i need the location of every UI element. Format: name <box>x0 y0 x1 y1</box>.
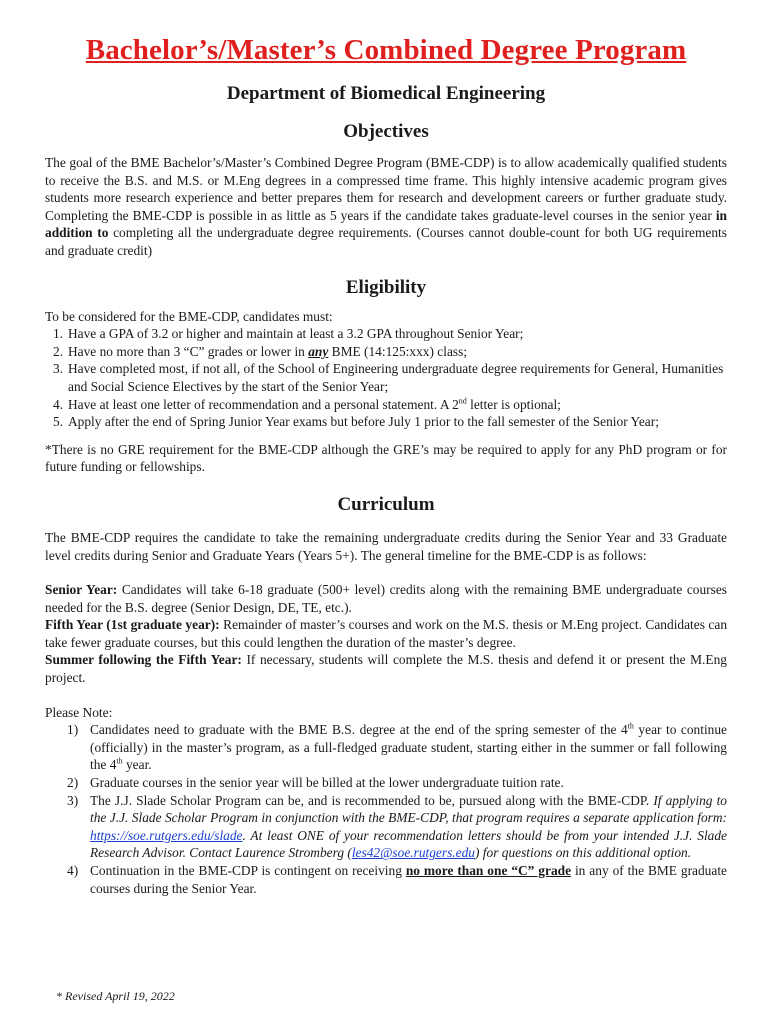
fifth-year-label: Fifth Year (1st graduate year): <box>45 617 220 633</box>
note-italic-text: ) for questions on this additional option. <box>474 845 692 861</box>
list-number: 4) <box>67 863 79 878</box>
objectives-paragraph <box>45 154 727 260</box>
list-item <box>45 325 727 343</box>
list-item-text: Have no more than 3 “C” grades or lower in <box>68 343 309 359</box>
objectives-emphasis: in addition to <box>45 207 727 241</box>
list-item-emphasis: any <box>308 343 329 359</box>
department-heading: Department of Biomedical Engineering <box>226 83 546 104</box>
senior-year-text: Candidates will take 6-18 graduate (500+ level) credits along with the remaining BME undergraduate courses needed for the B.S. degree (Senior Design, DE, TE, etc.). <box>45 582 727 615</box>
objectives-text-a: The goal of the BME Bachelor’s/Master’s Combined Degree Program (BME-CDP) is to allow academically qualified students to receive the B.S. and M.S. or M.Eng degrees in a compressed time frame. This highly intensive academic program gives students more research experience and better prepares them for research and development careers or further graduate study. Completing the BME-CDP is possible in as little as 5 years if the candidate takes graduate-level courses in the senior year <box>45 155 727 223</box>
notes-heading: Please Note: <box>45 704 113 720</box>
note-text: Continuation in the BME-CDP is contingent on receiving <box>90 863 406 878</box>
list-item-text: Have at least one letter of recommendation and a personal statement. A 2 <box>68 396 459 412</box>
list-item-text: letter is optional; <box>466 396 561 412</box>
list-item <box>45 721 727 774</box>
note-text: year. <box>122 757 152 773</box>
objectives-text-b: completing all the undergraduate degree requirements. (Courses cannot double-count for both UG requirements and graduate credit) <box>45 225 727 258</box>
note-italic-text: If applying to the J.J. Slade Scholar Program in conjunction with the BME-CDP, that program requires a separate application form: <box>90 792 727 826</box>
summer-label: Summer following the Fifth Year: <box>45 652 242 668</box>
list-number: 1) <box>67 722 79 738</box>
list-number: 5. <box>53 414 64 430</box>
list-number: 3) <box>67 792 79 808</box>
list-item <box>45 413 727 431</box>
note-text: Candidates need to graduate with the BME B.S. degree at the end of the spring semester of the 4 <box>90 722 628 738</box>
fifth-year-entry <box>45 616 727 651</box>
eligibility-intro: To be considered for the BME-CDP, candidates must: <box>45 308 333 324</box>
superscript: th <box>627 721 634 731</box>
summer-entry <box>45 651 727 686</box>
list-number: 4. <box>53 396 64 412</box>
fifth-year-text: Remainder of master’s courses and work on the M.S. thesis or M.Eng project. Candidates can take fewer graduate courses, but this could lengthen the duration of the master’s degree. <box>45 617 728 650</box>
list-item-text: Have completed most, if not all, of the School of Engineering undergraduate degree requirements for General, Humanities and Social Science Electives by the start of the Senior Year; <box>68 361 724 394</box>
list-number: 3. <box>53 361 64 377</box>
curriculum-intro: The BME-CDP requires the candidate to take the remaining undergraduate credits during the Senior Year and 33 Graduate level credits during Senior and Graduate Years (Years 5+). The general timeline for the BME-CDP is as follows: <box>45 529 727 563</box>
eligibility-heading: Eligibility <box>345 276 427 298</box>
gre-note: *There is no GRE requirement for the BME-CDP although the GRE’s may be required to apply for any PhD program or for future funding or fellowships. <box>45 441 727 475</box>
list-item-text: Have a GPA of 3.2 or higher and maintain at least a 3.2 GPA throughout Senior Year; <box>68 326 524 342</box>
note-italic-text: . At least ONE of your recommendation letters should be from your intended J.J. Slade Research Advisor. Contact Laurence Stromberg ( <box>90 827 727 861</box>
superscript: nd <box>458 396 467 406</box>
curriculum-heading: Curriculum <box>337 493 435 515</box>
note-text: year to continue (officially) in the master’s program, as a full-fledged graduate student, starting either in the summer or fall following the 4 <box>90 722 727 773</box>
list-item <box>45 396 727 414</box>
list-number: 2) <box>67 775 79 791</box>
list-item <box>45 774 727 792</box>
contact-email-link[interactable]: les42@soe.rutgers.edu <box>351 845 475 861</box>
list-item-text: BME (14:125:xxx) class; <box>328 343 468 359</box>
note-emphasis: no more than one “C” grade <box>405 863 572 878</box>
page-title: Bachelor’s/Master’s Combined Degree Program <box>85 34 687 66</box>
revision-footer: * Revised April 19, 2022 <box>56 989 175 1003</box>
list-number: 2. <box>53 343 64 359</box>
slade-program-link[interactable]: https://soe.rutgers.edu/slade <box>90 827 243 843</box>
eligibility-list <box>45 325 727 431</box>
list-item <box>45 360 727 395</box>
note-text: in any of the BME graduate courses during the Senior Year. <box>90 863 727 896</box>
list-number: 1. <box>53 326 64 342</box>
list-item <box>45 343 727 361</box>
notes-list <box>45 721 727 897</box>
summer-text: If necessary, students will complete the M.S. thesis and defend it or present the M.Eng project. <box>45 652 727 686</box>
note-text: The J.J. Slade Scholar Program can be, and is recommended to be, pursued along with the BME-CDP. <box>90 792 654 808</box>
list-item <box>45 792 727 862</box>
list-item-text: Apply after the end of Spring Junior Year exams but before July 1 prior to the fall semester of the Senior Year; <box>68 414 659 430</box>
objectives-heading: Objectives <box>343 121 429 142</box>
list-item <box>45 862 727 897</box>
note-text: Graduate courses in the senior year will be billed at the lower undergraduate tuition rate. <box>90 775 564 791</box>
senior-year-label: Senior Year: <box>45 582 118 598</box>
superscript: th <box>116 756 123 766</box>
timeline <box>45 581 727 687</box>
senior-year-entry <box>45 581 727 616</box>
